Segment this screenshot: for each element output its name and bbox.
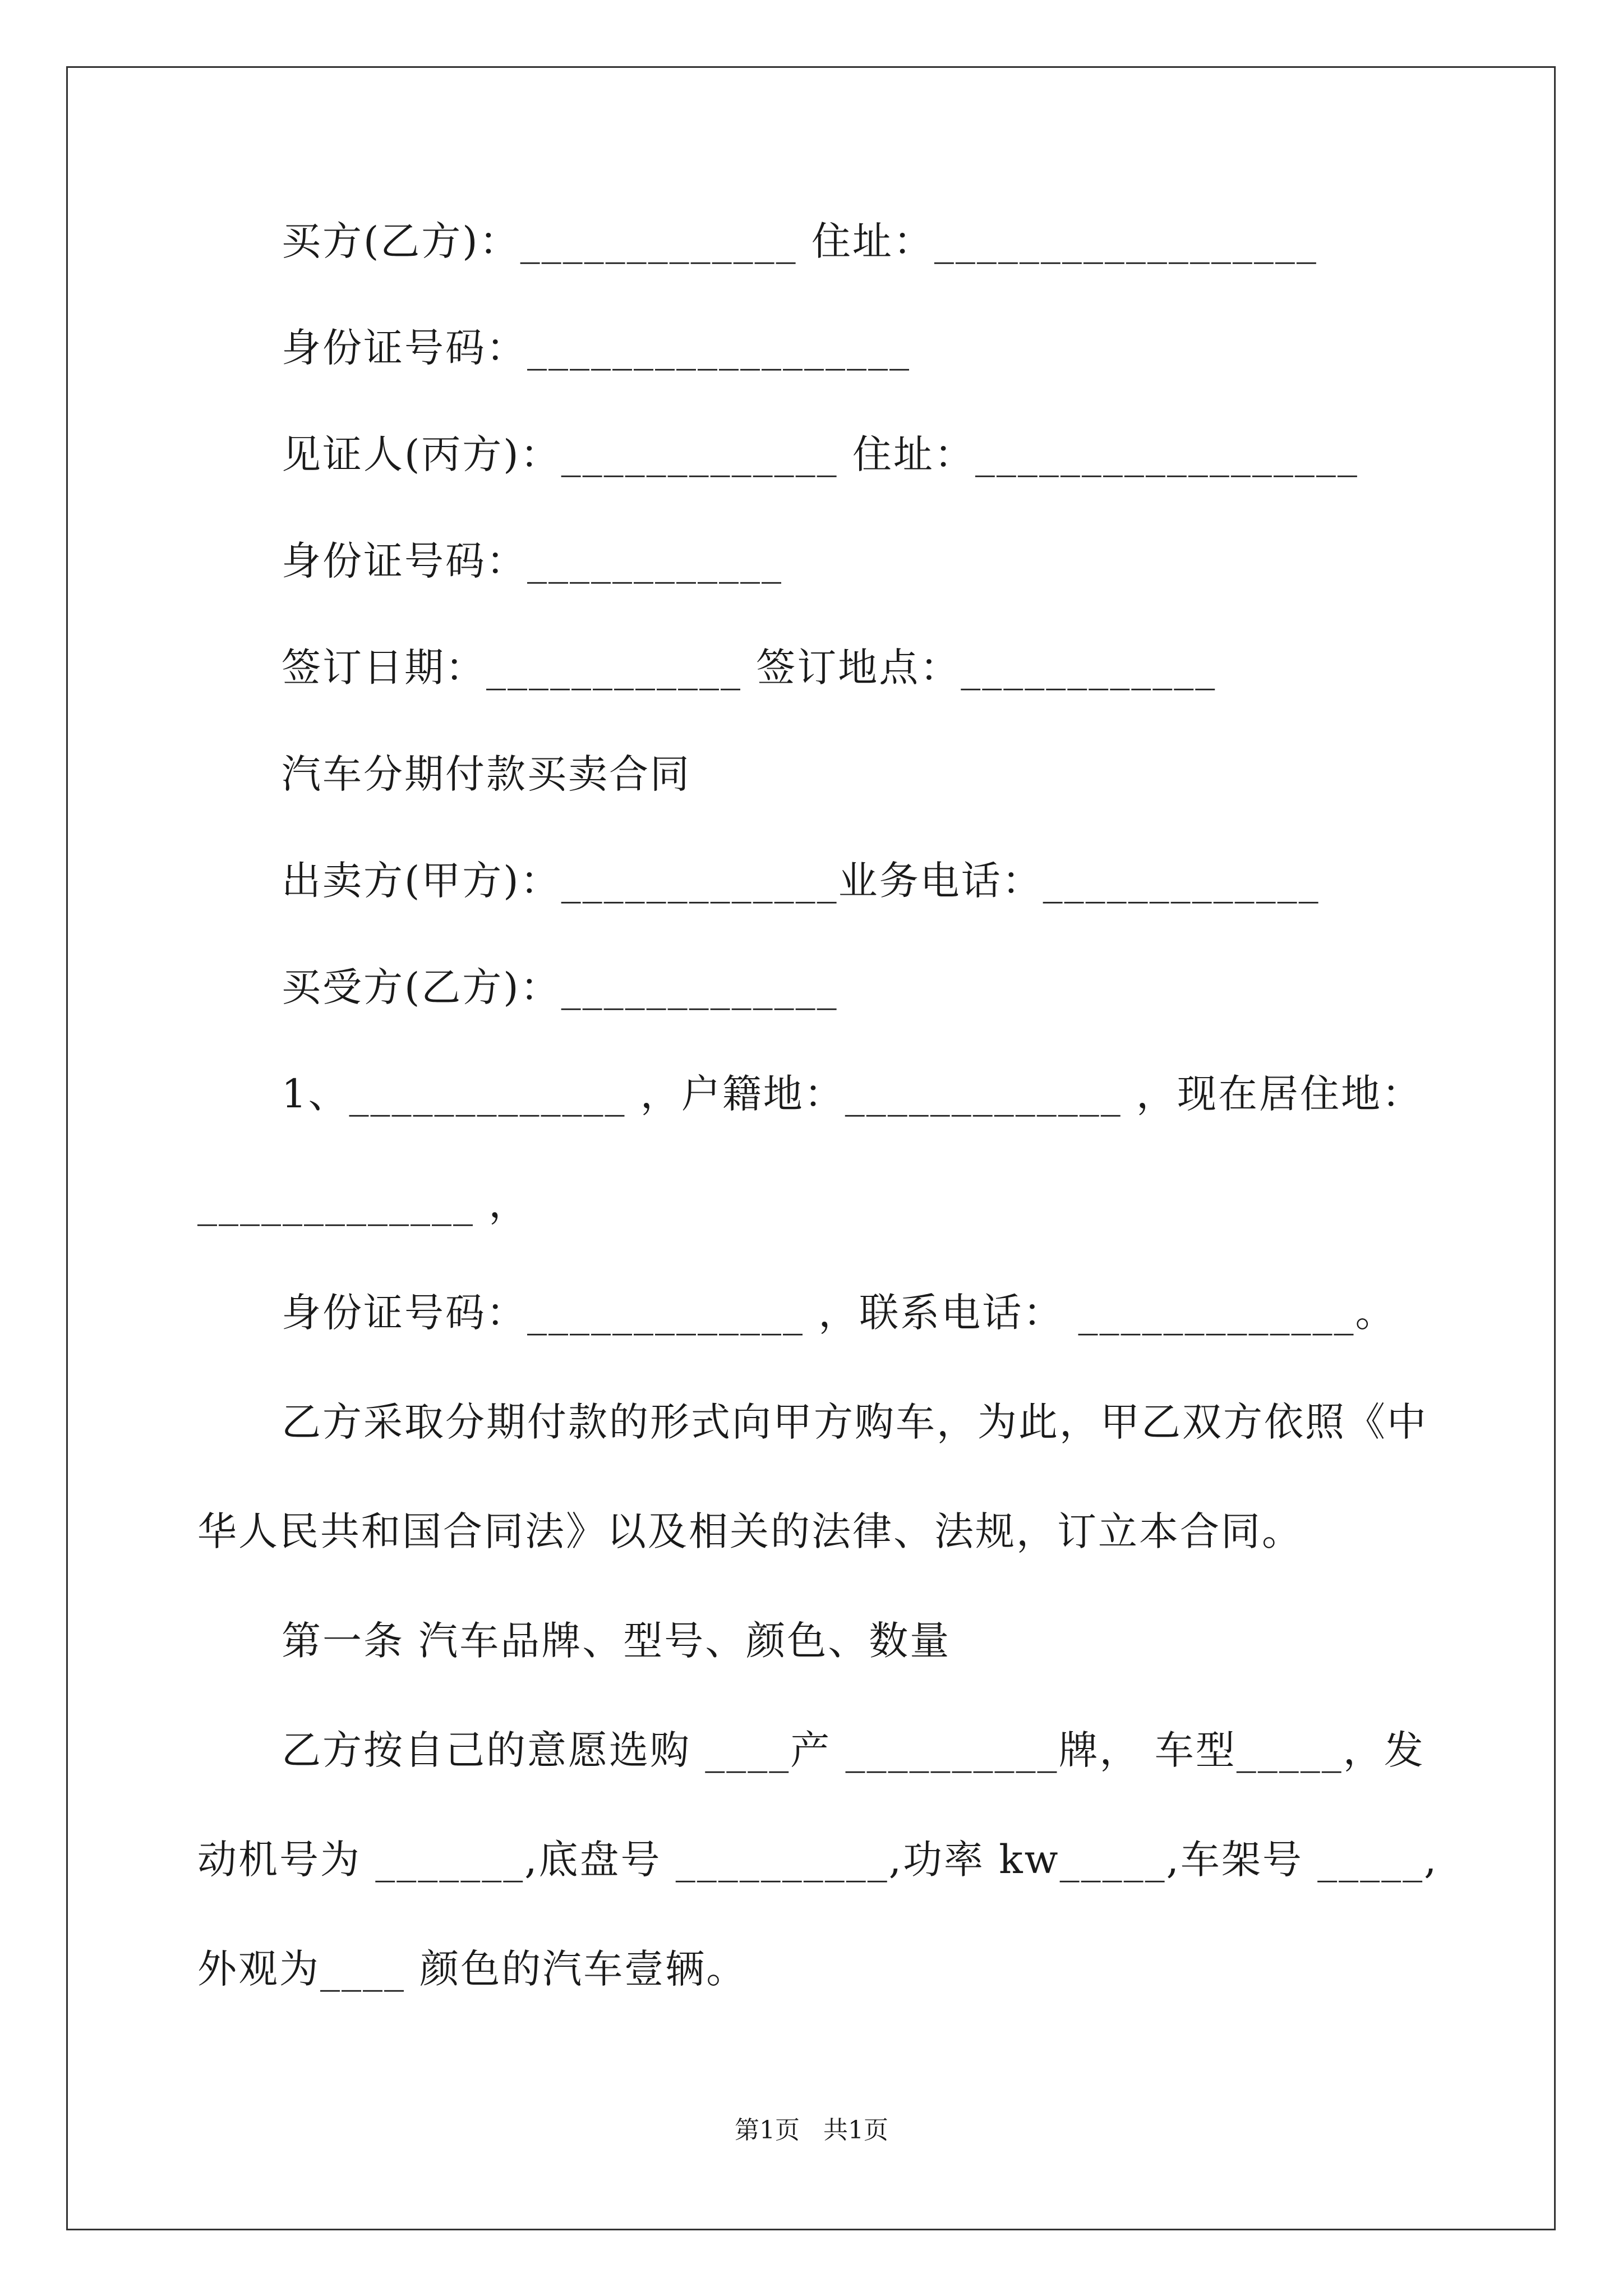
buyer-line: 买方(乙方)：_____________ 住址：__________________: [282, 218, 1318, 264]
witness-id-line: 身份证号码：____________: [282, 538, 783, 584]
article-one-line-3: 外观为____ 颜色的汽车壹辆。: [197, 1946, 748, 1992]
preamble-line-2: 华人民共和国合同法》以及相关的法律、法规，订立本合同。: [197, 1508, 1303, 1554]
article-one-line-2: 动机号为 _______,底盘号 __________,功率 kw_____,车架号 _____,: [197, 1837, 1438, 1883]
article-one-line-1: 乙方按自己的意愿选购 ____产 __________牌， 车型_____，发: [282, 1727, 1425, 1773]
page-footer: 第1页 共1页: [735, 2116, 888, 2145]
page-border: [66, 66, 1556, 2230]
seller-line: 出卖方(甲方)：_____________业务电话：_____________: [282, 858, 1320, 904]
signing-date-line: 签订日期：____________ 签订地点：____________: [282, 645, 1217, 691]
preamble-line-1: 乙方采取分期付款的形式向甲方购车，为此，甲乙双方依照《中: [282, 1399, 1428, 1445]
contract-title: 汽车分期付款买卖合同: [282, 751, 691, 797]
party-detail-continuation: _____________ ，: [197, 1180, 530, 1226]
buyer-id-line: 身份证号码：__________________: [282, 325, 911, 371]
party-detail-line: 1、_____________ ，户籍地：_____________ ，现在居住地：: [282, 1071, 1423, 1117]
article-one-heading: 第一条 汽车品牌、型号、颜色、数量: [282, 1618, 951, 1664]
purchaser-line: 买受方(乙方)：_____________: [282, 964, 838, 1010]
party-id-phone-line: 身份证号码：_____________ ，联系电话： _____________。: [282, 1290, 1396, 1336]
witness-line: 见证人(丙方)：_____________ 住址：__________________: [282, 431, 1359, 477]
